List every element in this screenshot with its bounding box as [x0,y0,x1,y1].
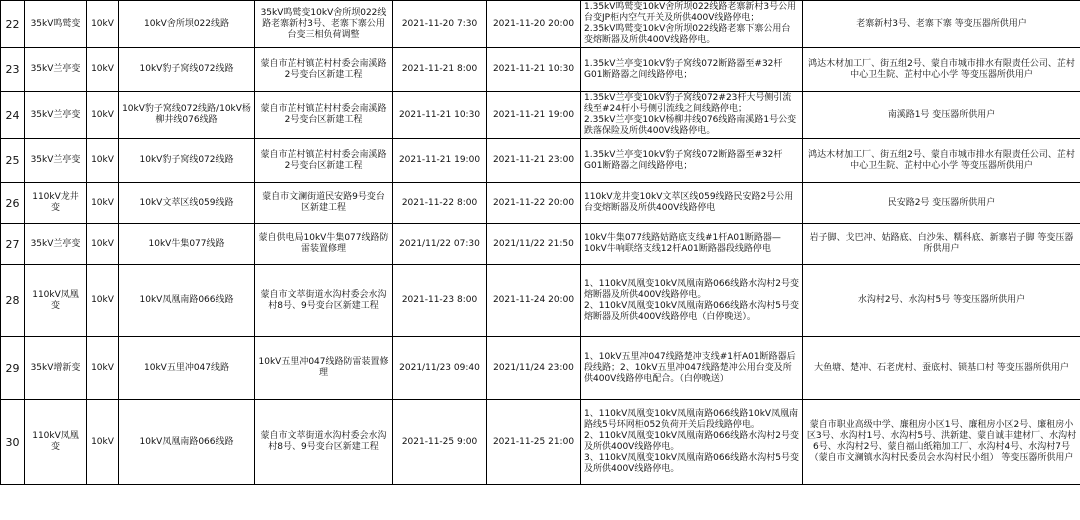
voltage-cell: 10kV [87,48,119,92]
start-time-cell: 2021-11-20 7:30 [393,1,487,48]
work-content-cell: 35kV鸣鹫变10kV舍所坝022线路老寨新村3号、老寨下寨公用台变三相负荷调整 [255,1,393,48]
end-time-cell: 2021-11-25 21:00 [487,400,581,485]
outage-scope-cell: 1、110kV凤凰变10kV凤凰南路066线路水沟村2号变熔断器及所供400V线路停电。 2、110kV凤凰变10kV凤凰南路066线路水沟村5号变熔断器及所供400V线路停电（白停晚送）。 [581,265,803,337]
substation-cell: 35kV兰亭变 [25,48,87,92]
row-number-cell: 25 [1,139,25,183]
outage-scope-cell: 10kV牛集077线路姑路底支线#1杆A01断路器—10kV牛响联络支线12杆A01断路器段线路停电 [581,224,803,265]
start-time-cell: 2021-11-21 10:30 [393,92,487,139]
substation-cell: 35kV鸣鹫变 [25,1,87,48]
work-content-cell: 蒙自市芷村镇芷村村委会南溪路2号变台区新建工程 [255,48,393,92]
affected-users-cell: 民安路2号 变压器所供用户 [803,183,1080,224]
line-name-cell: 10kV五里冲047线路 [119,337,255,400]
work-content-cell: 10kV五里冲047线路防雷装置修理 [255,337,393,400]
start-time-cell: 2021-11-21 8:00 [393,48,487,92]
table-row [1,183,1080,224]
line-name-cell: 10kV豹子窝线072线路 [119,139,255,183]
voltage-cell: 10kV [87,400,119,485]
end-time-cell: 2021-11-21 10:30 [487,48,581,92]
line-name-cell: 10kV舍所坝022线路 [119,1,255,48]
line-name-cell: 10kV豹子窝线072线路/10kV杨柳井线076线路 [119,92,255,139]
outage-scope-cell: 1.35kV兰亭变10kV豹子窝线072断路器至#32杆G01断路器之间线路停电； [581,139,803,183]
substation-cell: 35kV兰亭变 [25,139,87,183]
substation-cell: 35kV兰亭变 [25,92,87,139]
row-number-cell: 24 [1,92,25,139]
work-content-cell: 蒙自市芷村镇芷村村委会南溪路2号变台区新建工程 [255,92,393,139]
affected-users-cell: 南溪路1号 变压器所供用户 [803,92,1080,139]
line-name-cell: 10kV文萃区线059线路 [119,183,255,224]
start-time-cell: 2021-11-23 8:00 [393,265,487,337]
row-number-cell: 22 [1,1,25,48]
table-row [1,92,1080,139]
outage-scope-cell: 1.35kV兰亭变10kV豹子窝线072#23杆大号侧引流线至#24杆小号侧引流线之间线路停电； 2.35kV兰亭变10kV杨柳井线076线路南溪路1号公变跌落保险及所供400V线路停电。 [581,92,803,139]
substation-cell: 35kV兰亭变 [25,224,87,265]
table-row [1,1,1080,48]
end-time-cell: 2021-11-22 20:00 [487,183,581,224]
table-row [1,400,1080,485]
voltage-cell: 10kV [87,183,119,224]
end-time-cell: 2021/11/24 23:00 [487,337,581,400]
affected-users-cell: 鸿达木材加工厂、街五组2号、蒙自市城市排水有限责任公司、芷村中心卫生院、芷村中心小学 等变压器所供用户 [803,48,1080,92]
work-content-cell: 蒙自市文澜街道民安路9号变台区新建工程 [255,183,393,224]
outage-scope-cell: 1、110kV凤凰变10kV凤凰南路066线路10kV凤凰南路线5号环网柜052负荷开关后段线路停电。 2、110kV凤凰变10kV凤凰南路066线路水沟村2号变及所供400V线路停电。 3、110kV凤凰变10kV凤凰南路066线路水沟村5号变及所供400V线路停电。 [581,400,803,485]
substation-cell: 110kV凤凰变 [25,265,87,337]
voltage-cell: 10kV [87,1,119,48]
line-name-cell: 10kV牛集077线路 [119,224,255,265]
end-time-cell: 2021/11/22 21:50 [487,224,581,265]
start-time-cell: 2021/11/23 09:40 [393,337,487,400]
voltage-cell: 10kV [87,337,119,400]
substation-cell: 35kV增新变 [25,337,87,400]
line-name-cell: 10kV凤凰南路066线路 [119,265,255,337]
work-content-cell: 蒙自市芷村镇芷村村委会南溪路2号变台区新建工程 [255,139,393,183]
row-number-cell: 29 [1,337,25,400]
outage-scope-cell: 1.35kV兰亭变10kV豹子窝线072断路器至#32杆G01断路器之间线路停电； [581,48,803,92]
end-time-cell: 2021-11-21 19:00 [487,92,581,139]
voltage-cell: 10kV [87,224,119,265]
row-number-cell: 26 [1,183,25,224]
end-time-cell: 2021-11-21 23:00 [487,139,581,183]
table-row [1,139,1080,183]
start-time-cell: 2021-11-21 19:00 [393,139,487,183]
row-number-cell: 23 [1,48,25,92]
end-time-cell: 2021-11-20 20:00 [487,1,581,48]
end-time-cell: 2021-11-24 20:00 [487,265,581,337]
voltage-cell: 10kV [87,139,119,183]
outage-scope-cell: 1.35kV鸣鹫变10kV舍所坝022线路老寨新村3号公用台变JP柜内空气开关及所供400V线路停电； 2.35kV鸣鹫变10kV舍所坝022线路老寨下寨公用台变熔断器及所供400V线路停电。 [581,1,803,48]
start-time-cell: 2021-11-22 8:00 [393,183,487,224]
table-row [1,224,1080,265]
line-name-cell: 10kV凤凰南路066线路 [119,400,255,485]
table-row [1,48,1080,92]
line-name-cell: 10kV豹子窝线072线路 [119,48,255,92]
row-number-cell: 30 [1,400,25,485]
substation-cell: 110kV龙井变 [25,183,87,224]
affected-users-cell: 鸿达木材加工厂、街五组2号、蒙自市城市排水有限责任公司、芷村中心卫生院、芷村中心小学 等变压器所供用户 [803,139,1080,183]
outage-scope-cell: 1、10kV五里冲047线路楚冲支线#1杆A01断路器后段线路；2、10kV五里冲047线路楚冲公用台变及所供400V线路停电配合。（白停晚送） [581,337,803,400]
voltage-cell: 10kV [87,265,119,337]
row-number-cell: 28 [1,265,25,337]
start-time-cell: 2021-11-25 9:00 [393,400,487,485]
work-content-cell: 蒙自市文萃街道水沟村委会水沟村8号、9号变台区新建工程 [255,265,393,337]
affected-users-cell: 岩子脚、戈巴冲、姑路底、白沙朱、糯科底、新寨岩子脚 等变压器所供用户 [803,224,1080,265]
work-content-cell: 蒙自市文萃街道水沟村委会水沟村8号、9号变台区新建工程 [255,400,393,485]
start-time-cell: 2021/11/22 07:30 [393,224,487,265]
row-number-cell: 27 [1,224,25,265]
affected-users-cell: 蒙自市职业高级中学、廉租房小区1号、廉租房小区2号、廉租房小区3号、水沟村1号、水沟村5号、洪新建、蒙自诚丰建材厂、水沟村6号、水沟村2号、蒙自福山纸箱加工厂、水沟村4号、水沟村7号（蒙自市文澜镇水沟村民委员会水沟村民小组） 等变压器所供用户 [803,400,1080,485]
table-row [1,337,1080,400]
voltage-cell: 10kV [87,92,119,139]
affected-users-cell: 老寨新村3号、老寨下寨 等变压器所供用户 [803,1,1080,48]
affected-users-cell: 水沟村2号、水沟村5号 等变压器所供用户 [803,265,1080,337]
outage-scope-cell: 110kV龙井变10kV文萃区线059线路民安路2号公用台变熔断器及所供400V线路停电 [581,183,803,224]
affected-users-cell: 大鱼塘、楚冲、石老虎村、蚕底村、锁基口村 等变压器所供用户 [803,337,1080,400]
work-content-cell: 蒙自供电局10kV牛集077线路防雷装置修理 [255,224,393,265]
substation-cell: 110kV凤凰变 [25,400,87,485]
table-row [1,265,1080,337]
